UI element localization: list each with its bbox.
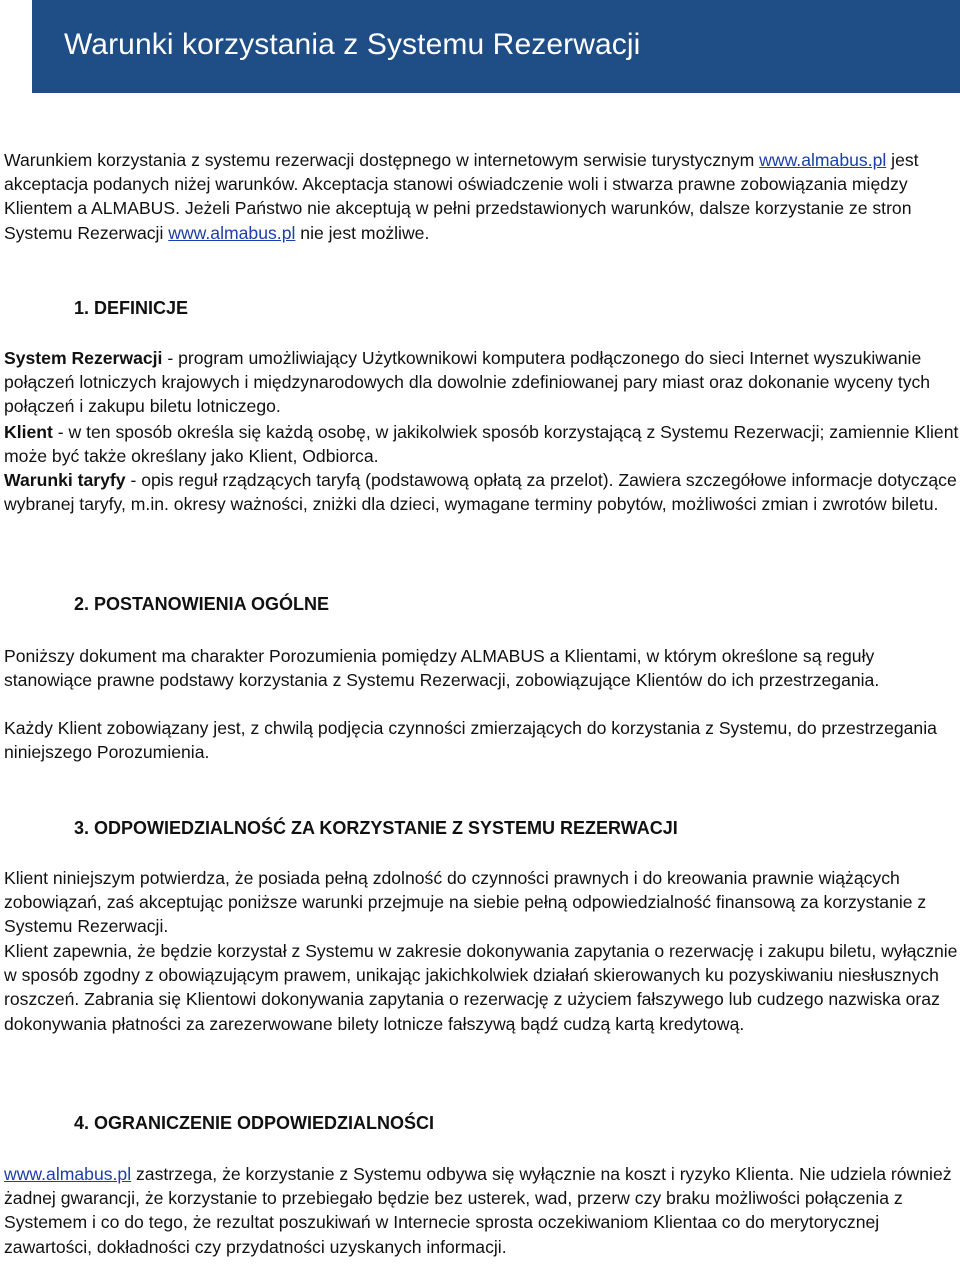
definition-system <box>4 346 960 419</box>
almabus-link[interactable]: www.almabus.pl <box>168 222 296 243</box>
general-paragraph-2: Każdy Klient zobowiązany jest, z chwilą podjęcia czynności zmierzających do korzystania z Systemu, do przestrzegania niniejszego Porozumienia. <box>4 718 937 763</box>
definition-tariff <box>4 468 960 516</box>
intro-text-2: jest akceptacja podanych niżej warunków. Akceptacja stanowi oświadczenie woli i stwarza prawne zobowiązania między Klientem a ALMABUS. Jeżeli Państwo nie akceptują w pełni przedstawionych warunków, dalsze korzystanie ze stron Systemu Rezerwacji <box>4 150 919 243</box>
definition-client <box>4 420 960 468</box>
section-heading-general: 2. POSTANOWIENIA OGÓLNE <box>74 594 330 614</box>
definition-text: - w ten sposób określa się każdą osobę, w jakikolwiek sposób korzystającą z Systemu Rezerwacji; zamiennie Klient może być także określany jako Klient, Odbiorca. <box>4 422 959 467</box>
responsibility-paragraph-1: Klient niniejszym potwierdza, że posiada pełną zdolność do czynności prawnych i do kreowania prawnie wiążących zobowiązań, zaś akceptując poniższe warunki przejmuje na siebie pełną odpowiedzialność finansową za korzystanie z Systemu Rezerwacji. <box>4 868 927 937</box>
page-title: Warunki korzystania z Systemu Rezerwacji <box>64 28 641 61</box>
intro-text-3: nie jest możliwe. <box>295 222 430 243</box>
title-banner <box>32 0 960 93</box>
almabus-link[interactable]: www.almabus.pl <box>4 1164 132 1184</box>
definition-term: Warunki taryfy <box>4 470 126 490</box>
almabus-link[interactable]: www.almabus.pl <box>759 150 887 170</box>
limitation-text: zastrzega, że korzystanie z Systemu odbywa się wyłącznie na koszt i ryzyko Klienta. Nie udziela również żadnej gwarancji, że korzystanie to przebiegało będzie bez usterek, wad, przerw czy braku możliwości połączenia z Systemem i co do tego, że rezultat poszukiwań w Internecie sprosta oczekiwaniom Klientaa co do merytorycznej zawartości, dokładności czy przydatności uzyskanych informacji. <box>4 1164 952 1257</box>
definition-text: - program umożliwiający Użytkownikowi komputera podłączonego do sieci Internet wyszukiwanie połączeń lotniczych krajowych i międzynarodowych dla dowolnie zdefiniowanej pary miast oraz dokonanie wyceny tych połączeń i zakupu biletu lotniczego. <box>4 348 931 417</box>
definition-term: Klient <box>4 422 53 442</box>
intro-paragraph <box>4 148 960 245</box>
section-heading-limitation: 4. OGRANICZENIE ODPOWIEDZIALNOŚCI <box>74 1113 435 1133</box>
responsibility-paragraph-2: Klient zapewnia, że będzie korzystał z Systemu w zakresie dokonywania zapytania o rezerwację i zakupu biletu, wyłącznie w sposób zgodny z obowiązującym prawem, unikając jakichkolwiek działań skierowanych ku pozyskiwaniu niesłusznych roszczeń. Zabrania się Klientowi dokonywania zapytania o rezerwację z użyciem fałszywego lub cudzego nazwiska oraz dokonywania płatności za zarezerwowane bilety lotnicze fałszywą bądź cudzą kartą kredytową. <box>4 941 958 1034</box>
section-heading-responsibility: 3. ODPOWIEDZIALNOŚĆ ZA KORZYSTANIE Z SYSTEMU REZERWACJI <box>74 818 678 838</box>
definition-text: - opis reguł rządzących taryfą (podstawową opłatą za przelot). Zawiera szczegółowe informacje dotyczące wybranej taryfy, m.in. okresy ważności, zniżki dla dzieci, wymagane terminy pobytów, możliwości zmian i zwrotów biletu. <box>4 470 957 515</box>
intro-text-1: Warunkiem korzystania z systemu rezerwacji dostępnego w internetowym serwisie turystycznym <box>4 150 760 170</box>
limitation-paragraph <box>4 1162 960 1259</box>
section-heading-definitions: 1. DEFINICJE <box>74 298 189 318</box>
definition-term: System Rezerwacji <box>4 348 163 368</box>
general-paragraph-1: Poniższy dokument ma charakter Porozumienia pomiędzy ALMABUS a Klientami, w którym określone są reguły stanowiące prawne podstawy korzystania z Systemu Rezerwacji, zobowiązujące Klientów do ich przestrzegania. <box>4 646 880 691</box>
